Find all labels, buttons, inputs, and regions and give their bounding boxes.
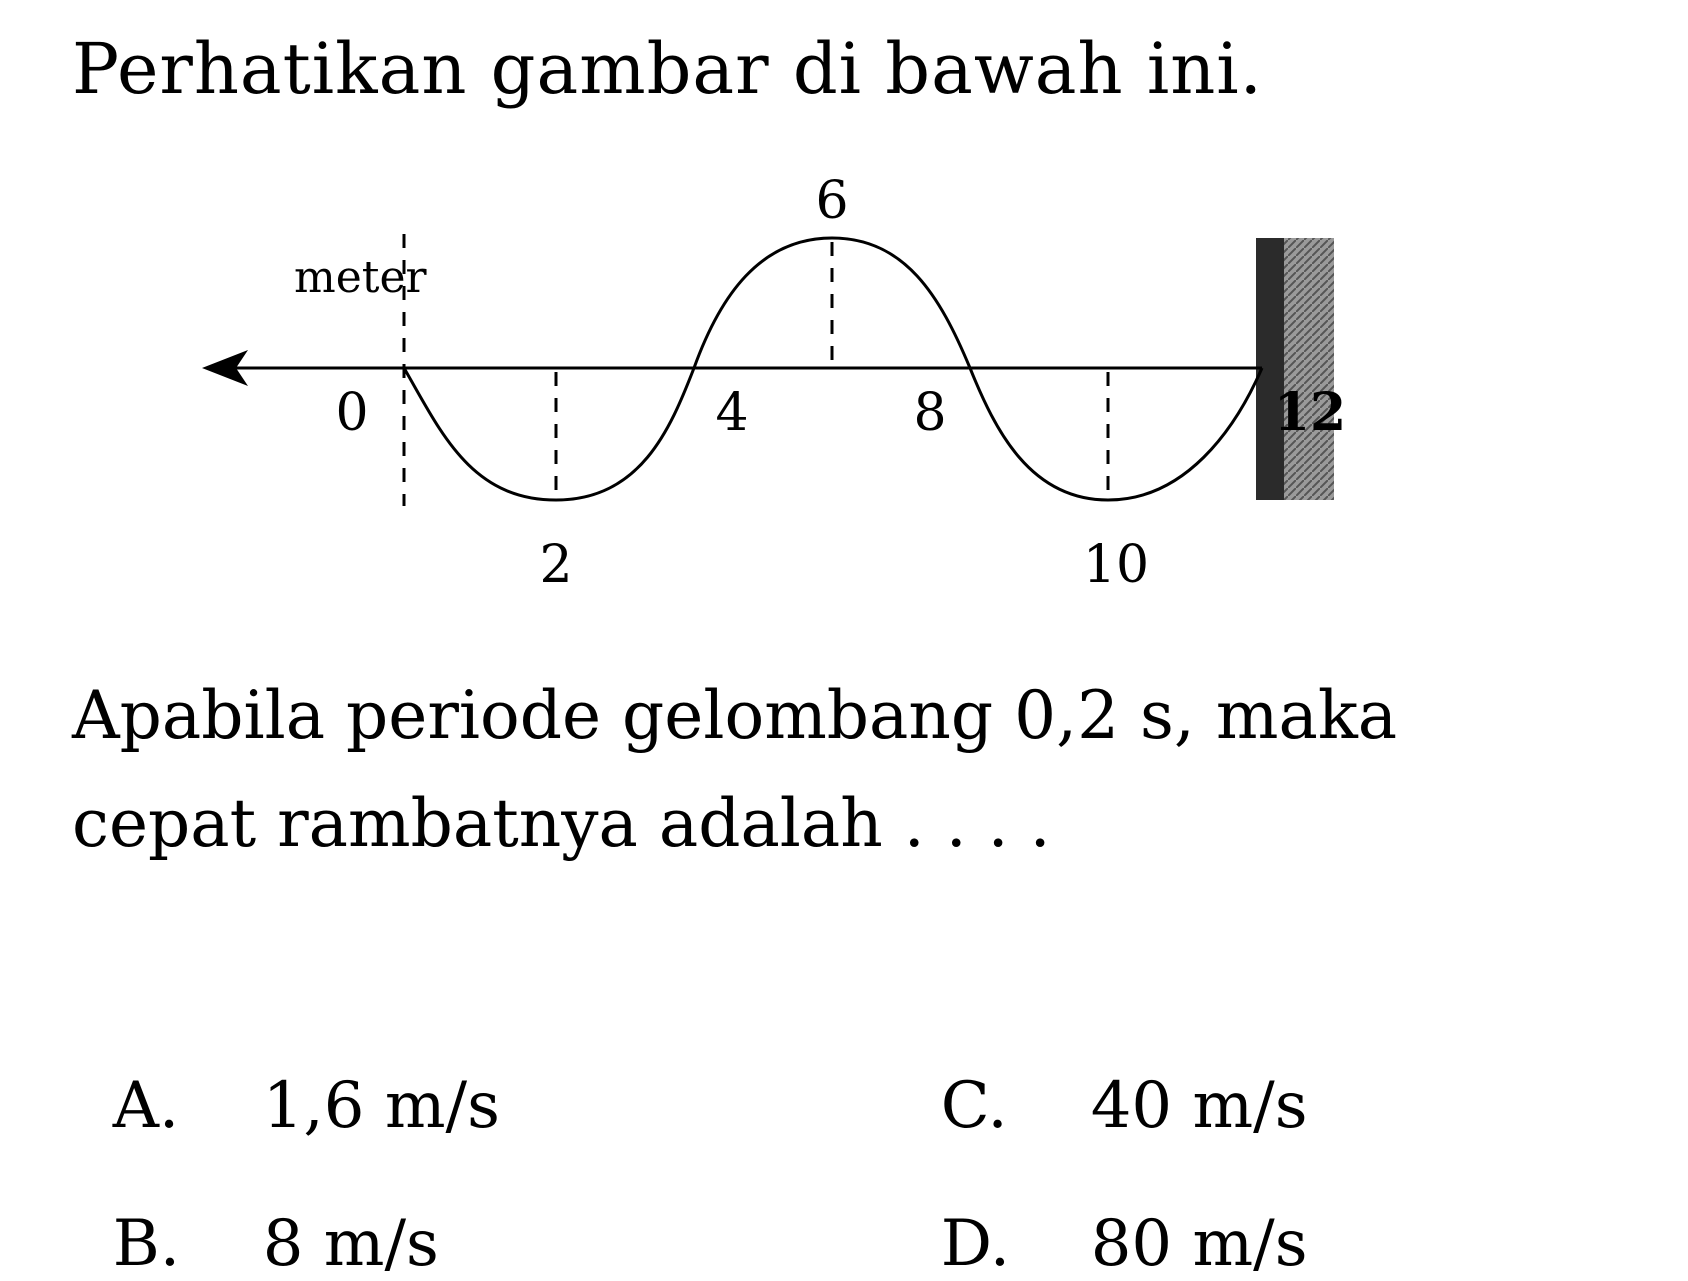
dashed-guides: [404, 234, 1108, 506]
option-c-text: 40 m/s: [1090, 1069, 1308, 1143]
axis-line: [202, 350, 1262, 386]
option-c[interactable]: [900, 1010, 1308, 1143]
unit-label: meter: [294, 252, 427, 303]
option-c-letter: C.: [940, 1069, 1008, 1143]
wave-diagram: [0, 0, 1688, 620]
tick-4: 4: [715, 383, 749, 443]
option-a-letter: A.: [112, 1069, 180, 1143]
option-a-text: 1,6 m/s: [262, 1069, 500, 1143]
tick-6: 6: [815, 171, 849, 231]
wall-fixed-end: [1256, 238, 1334, 500]
question-text: [72, 662, 1672, 878]
question-title: Perhatikan gambar di bawah ini.: [72, 28, 1263, 110]
option-b-letter: B.: [112, 1207, 181, 1281]
question-line-1: Apabila periode gelombang 0,2 s, maka: [72, 677, 1398, 754]
option-d-letter: D.: [940, 1207, 1011, 1281]
tick-2: 2: [539, 535, 573, 595]
option-b[interactable]: [72, 1148, 439, 1281]
option-d[interactable]: [900, 1148, 1308, 1281]
tick-8: 8: [913, 383, 947, 443]
tick-12: 12: [1273, 382, 1347, 443]
tick-10: 10: [1082, 535, 1150, 595]
option-d-text: 80 m/s: [1090, 1207, 1308, 1281]
option-a[interactable]: [72, 1010, 500, 1143]
option-b-text: 8 m/s: [262, 1207, 439, 1281]
tick-0: 0: [335, 383, 369, 443]
question-line-2: cepat rambatnya adalah . . . .: [72, 785, 1051, 862]
